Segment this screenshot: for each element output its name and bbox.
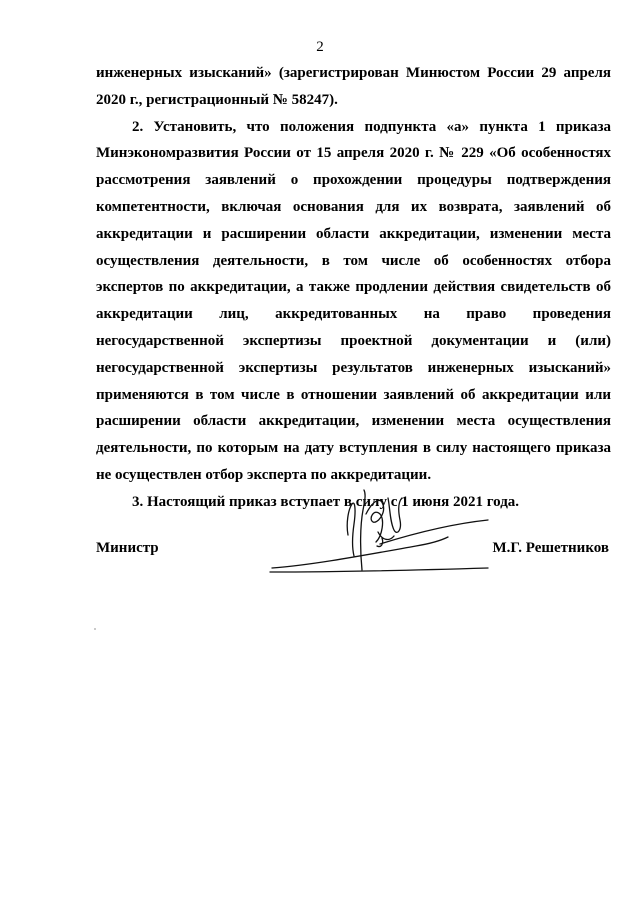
paragraph-item-3: 3. Настоящий приказ вступает в силу с 1 июня 2021 года. — [132, 493, 520, 510]
signer-position: Министр — [96, 540, 159, 556]
signer-name: М.Г. Решетников — [492, 540, 609, 556]
scan-speck — [94, 628, 96, 630]
paragraph-item-2: 2. Установить, что положения подпункта «а» пункта 1 приказа Минэкономразвития России от 15 апреля 2020 г. № 229 «Об особенностях рассмотрения заявлений о прохождении процедуры подтверждения компетентности, включая основания для их возврата, заявлений об аккредитации и расширении области аккредитации, изменении места осуществления деятельности, в том числе об особенностях отбора экспертов по аккредитации, а также продлении действия свидетельств об аккредитации лиц, аккредитованных на право проведения негосударственной экспертизы проектной документации и (или) негосударственной экспертизы результатов инженерных изысканий» применяются в том числе в отношении заявлений об аккредитации или расширении области аккредитации, изменении места осуществления деятельности, по которым на дату вступления в силу настоящего приказа не осуществлен отбор эксперта по аккредитации. — [96, 118, 611, 483]
paragraph-continuation: инженерных изысканий» (зарегистрирован Минюстом России 29 апреля 2020 г., регистрационный № 58247). — [96, 65, 611, 108]
signature-block — [96, 535, 611, 565]
page-number: 2 — [316, 39, 324, 55]
document-body — [96, 60, 611, 516]
